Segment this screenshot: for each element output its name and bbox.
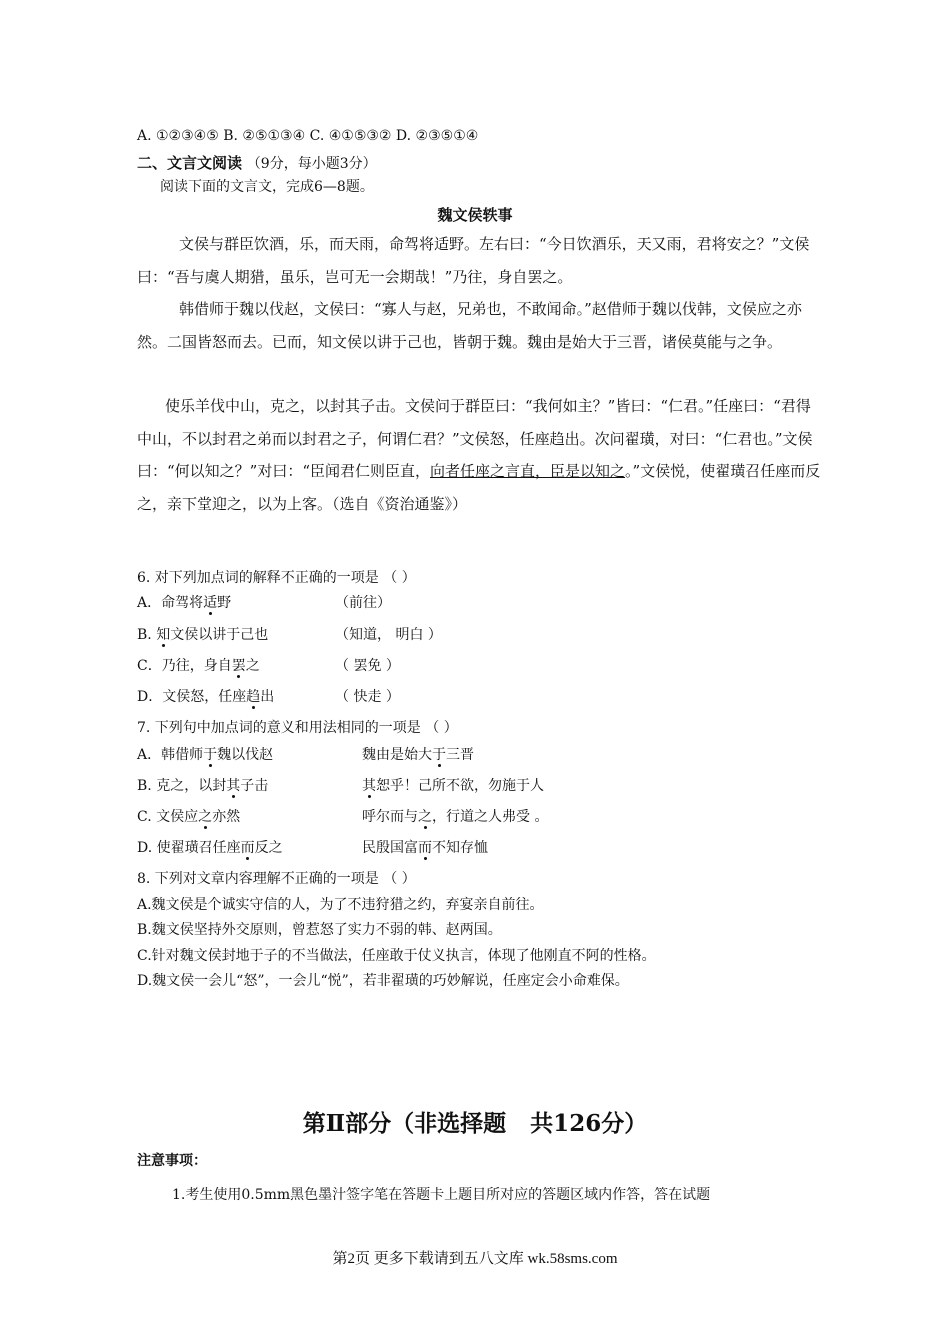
passage-body bbox=[137, 228, 823, 293]
q7-option-d bbox=[137, 837, 283, 857]
part2-title: 第Ⅱ部分（非选择题 共126分） bbox=[302, 1110, 648, 1137]
q8-option-d: D.魏文侯一会儿“怒”，一会儿“悦”，若非翟璜的巧妙解说，任座定会小命难保。 bbox=[137, 973, 629, 989]
passage-paragraph-2-wrap bbox=[137, 293, 823, 358]
q6-stem: 6. 对下列加点词的解释不正确的一项是 （ ） bbox=[137, 570, 416, 586]
q7-b-pre: B. 克之，以封 bbox=[137, 778, 227, 794]
q6-a-dot: 适 bbox=[203, 592, 217, 612]
q7-d-pre2: 民殷国富 bbox=[362, 840, 418, 856]
passage-paragraph-1: 文侯与群臣饮酒，乐，而天雨，命驾将适野。左右曰：“今日饮酒乐，天又雨，君将安之？”文侯曰：“吾与虞人期猎，虽乐，岂可无一会期哉！”乃往，身自罢之。 bbox=[137, 235, 810, 286]
q7-d-post2: 不知存恤 bbox=[432, 840, 488, 856]
q7-c-pre: C. 文侯应 bbox=[137, 809, 199, 825]
q7-b-dot2: 其 bbox=[362, 775, 376, 795]
q7-c-dot2: 之 bbox=[418, 806, 432, 826]
section2-header bbox=[137, 152, 377, 173]
q7-d-pre: D. 使翟璜召任座 bbox=[137, 840, 241, 856]
q6-d-gloss: （ 快走 ） bbox=[335, 689, 400, 705]
q7-a-compare bbox=[362, 744, 474, 764]
section2-score: （9分，每小题3分） bbox=[246, 156, 377, 172]
q6-option-a bbox=[137, 592, 231, 612]
q8-option-a: A.魏文侯是个诚实守信的人，为了不违狩猎之约，弃宴亲自前往。 bbox=[137, 897, 544, 913]
q7-c-pre2: 呼尔而与 bbox=[362, 809, 418, 825]
q7-c-compare bbox=[362, 806, 548, 826]
q6-c-pre: C．乃往，身自 bbox=[137, 658, 232, 674]
q6-c-dot: 罢 bbox=[232, 655, 246, 675]
q7-option-c bbox=[137, 806, 240, 826]
notice-title: 注意事项： bbox=[137, 1153, 207, 1169]
passage-title: 魏文侯轶事 bbox=[437, 206, 513, 224]
q7-d-compare bbox=[362, 837, 488, 857]
q6-b-dot: 知 bbox=[156, 624, 170, 644]
passage-p3-before: 使乐羊伐中山，克之，以封其子击。文侯问于群臣曰：“我何如主？”皆曰：“仁君。”任座曰：“君得中山，不以封君之弟而以封君之子，何谓仁君？”文侯怒，任座趋出。次问翟璜，对曰：“仁君也。”文侯曰：“何以知之？”对曰：“臣闻君仁则臣直， bbox=[137, 397, 813, 480]
q5-options: A. ①②③④⑤ B. ②⑤①③④ C. ④①⑤③② D. ②③⑤①④ bbox=[137, 128, 479, 144]
q6-d-dot: 趋 bbox=[246, 686, 260, 706]
q7-a-dot: 于 bbox=[203, 744, 217, 764]
q7-option-b bbox=[137, 775, 268, 795]
passage-paragraph-2: 韩借师于魏以伐赵，文侯曰：“寡人与赵，兄弟也，不敢闻命。”赵借师于魏以伐韩，文侯应之亦然。二国皆怒而去。已而，知文侯以讲于己也，皆朝于魏。魏由是始大于三晋，诸侯莫能与之争。 bbox=[137, 300, 802, 351]
q7-d-dot2: 而 bbox=[418, 837, 432, 857]
q6-option-b bbox=[137, 624, 268, 644]
q6-option-d bbox=[137, 686, 274, 706]
q8-option-b: B.魏文侯坚持外交原则，曾惹怒了实力不弱的韩、赵两国。 bbox=[137, 922, 502, 938]
q8-stem: 8. 下列对文章内容理解不正确的一项是 （ ） bbox=[137, 871, 416, 887]
q6-a-gloss: （前往） bbox=[335, 595, 391, 611]
section2-title: 二、文言文阅读 bbox=[137, 154, 243, 172]
q6-c-post: 之 bbox=[245, 658, 260, 674]
q6-b-gloss: （知道， 明白 ） bbox=[335, 627, 442, 643]
q7-b-compare bbox=[362, 775, 544, 795]
q7-d-post: 反之 bbox=[254, 840, 283, 856]
passage-p3-after: 。”文侯悦，使翟璜召任座而反之，亲下堂迎之，以为上客。（选自《资治通鉴》） bbox=[137, 462, 821, 513]
q7-c-post2: ，行道之人弗受 。 bbox=[432, 809, 549, 825]
section2-instruction: 阅读下面的文言文，完成6—8题。 bbox=[160, 179, 374, 195]
q7-b-dot: 其 bbox=[226, 775, 240, 795]
passage-paragraph-3-wrap bbox=[137, 390, 823, 520]
q6-b-pre: B. bbox=[137, 627, 157, 643]
q7-b-post2: 恕乎！己所不欲，勿施于人 bbox=[376, 778, 544, 794]
q7-a-pre2: 魏由是始大 bbox=[362, 747, 432, 763]
q7-option-a bbox=[137, 744, 273, 764]
passage-paragraph-3 bbox=[137, 390, 823, 520]
q6-d-pre: D．文侯怒，任座 bbox=[137, 689, 247, 705]
q7-a-dot2: 于 bbox=[432, 744, 446, 764]
q7-d-dot: 而 bbox=[241, 837, 255, 857]
q6-option-c bbox=[137, 655, 260, 675]
passage-p3-underlined: 向者任座之言直，臣是以知之 bbox=[430, 462, 626, 480]
q6-b-post: 文侯以讲于己也 bbox=[170, 627, 269, 643]
notice-item-1: 1.考生使用0.5mm黑色墨汁签字笔在答题卡上题目所对应的答题区域内作答，答在试题 bbox=[172, 1187, 711, 1203]
page-footer: 第2页 更多下载请到五八文库 wk.58sms.com bbox=[332, 1251, 618, 1267]
q6-d-post: 出 bbox=[260, 689, 275, 705]
q7-c-dot: 之 bbox=[198, 806, 212, 826]
q7-a-post: 魏以伐赵 bbox=[217, 747, 274, 763]
q7-c-post: 亦然 bbox=[212, 809, 241, 825]
q6-c-gloss: （ 罢免 ） bbox=[335, 658, 400, 674]
q6-a-post: 野 bbox=[217, 595, 232, 611]
q7-stem: 7. 下列句中加点词的意义和用法相同的一项是 （ ） bbox=[137, 720, 458, 736]
q6-a-pre: A．命驾将 bbox=[137, 595, 204, 611]
q7-a-post2: 三晋 bbox=[446, 747, 474, 763]
q7-a-pre: A．韩借师 bbox=[137, 747, 204, 763]
q8-option-c: C.针对魏文侯封地于子的不当做法，任座敢于仗义执言，体现了他刚直不阿的性格。 bbox=[137, 948, 656, 964]
q7-b-post: 子击 bbox=[240, 778, 269, 794]
